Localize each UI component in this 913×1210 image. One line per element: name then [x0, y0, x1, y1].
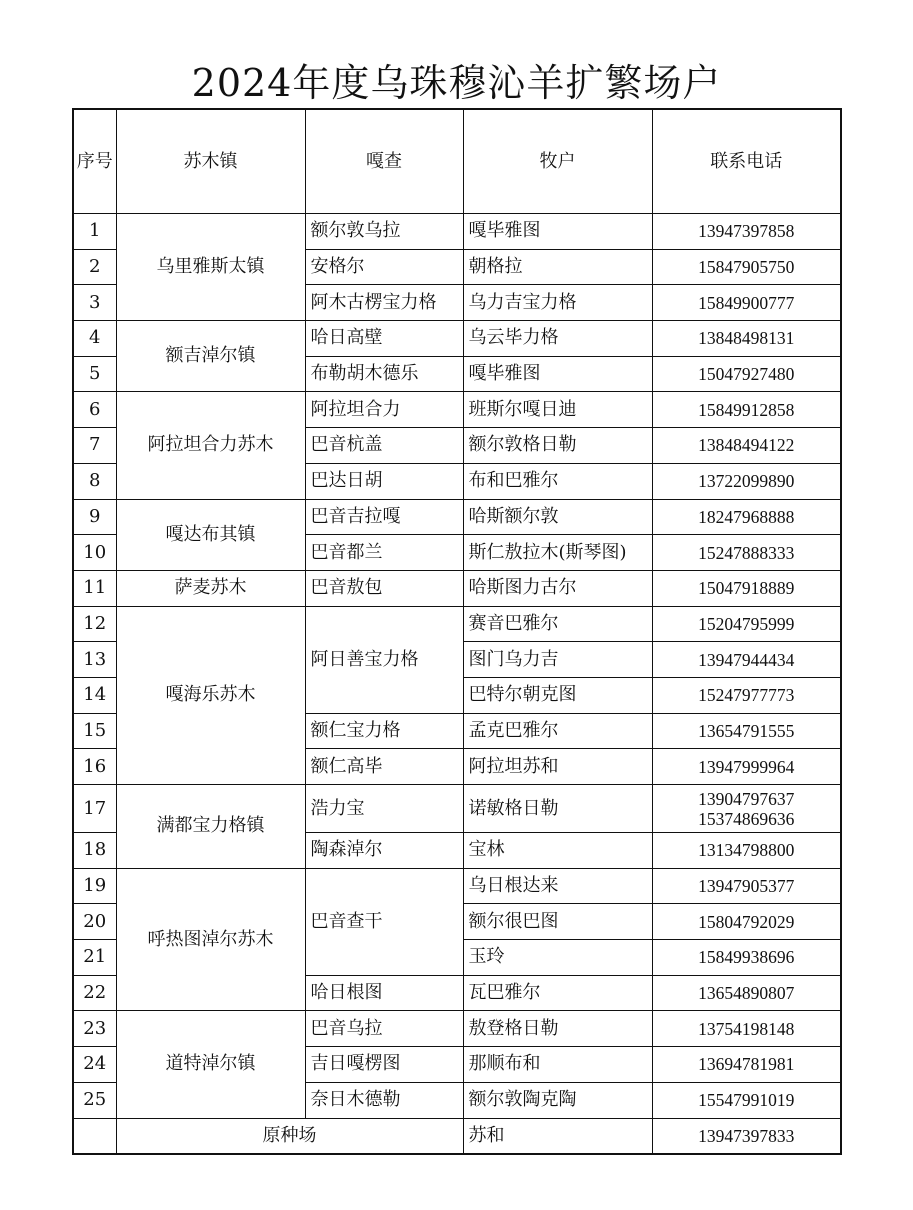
gacha-cell: 巴音查干 — [305, 868, 463, 975]
phone-cell: 13947944434 — [652, 642, 841, 678]
row-index: 5 — [73, 356, 116, 392]
town-cell: 额吉淖尔镇 — [116, 321, 305, 392]
phone-cell: 15047918889 — [652, 570, 841, 606]
phone-number: 15374869636 — [698, 808, 795, 829]
gacha-cell: 吉日嘎楞图 — [305, 1047, 463, 1083]
gacha-cell: 巴音乌拉 — [305, 1011, 463, 1047]
phone-cell: 13947905377 — [652, 868, 841, 904]
phone-cell: 13947999964 — [652, 749, 841, 785]
row-index: 22 — [73, 975, 116, 1011]
phone-cell: 15547991019 — [652, 1082, 841, 1118]
row-index: 8 — [73, 463, 116, 499]
header-phone: 联系电话 — [652, 109, 841, 214]
phone-cell: 13947397858 — [652, 214, 841, 250]
row-index: 25 — [73, 1082, 116, 1118]
phone-cell: 13654791555 — [652, 713, 841, 749]
town-cell: 呼热图淖尔苏木 — [116, 868, 305, 1011]
gacha-cell: 巴达日胡 — [305, 463, 463, 499]
phone-cell: 13694781981 — [652, 1047, 841, 1083]
herder-cell: 布和巴雅尔 — [463, 463, 652, 499]
row-index: 7 — [73, 428, 116, 464]
table-row — [73, 570, 841, 606]
herder-cell: 额尔敦格日勒 — [463, 428, 652, 464]
herder-table — [72, 108, 842, 1155]
herder-cell: 额尔敦陶克陶 — [463, 1082, 652, 1118]
herder-cell: 敖登格日勒 — [463, 1011, 652, 1047]
phone-cell: 13848494122 — [652, 428, 841, 464]
gacha-cell: 奈日木德勒 — [305, 1082, 463, 1118]
row-index: 13 — [73, 642, 116, 678]
gacha-cell: 阿拉坦合力 — [305, 392, 463, 428]
table-row — [73, 606, 841, 642]
table-row — [73, 1011, 841, 1047]
gacha-cell: 巴音吉拉嘎 — [305, 499, 463, 535]
row-index: 20 — [73, 904, 116, 940]
herder-cell: 嘎毕雅图 — [463, 214, 652, 250]
row-index: 24 — [73, 1047, 116, 1083]
phone-cell: 15849900777 — [652, 285, 841, 321]
table-row — [73, 321, 841, 357]
row-index: 12 — [73, 606, 116, 642]
gacha-cell: 哈日高壁 — [305, 321, 463, 357]
gacha-cell: 巴音都兰 — [305, 535, 463, 571]
herder-cell: 玉玲 — [463, 940, 652, 976]
gacha-cell: 巴音杭盖 — [305, 428, 463, 464]
town-cell: 满都宝力格镇 — [116, 785, 305, 869]
row-index: 16 — [73, 749, 116, 785]
herder-cell: 宝林 — [463, 833, 652, 869]
gacha-cell: 陶森淖尔 — [305, 833, 463, 869]
row-index: 11 — [73, 570, 116, 606]
row-index: 4 — [73, 321, 116, 357]
row-index: 9 — [73, 499, 116, 535]
phone-cell: 13947397833 — [652, 1118, 841, 1154]
row-index: 18 — [73, 833, 116, 869]
phone-cell: 15204795999 — [652, 606, 841, 642]
herder-cell: 那顺布和 — [463, 1047, 652, 1083]
phone-cell: 15247888333 — [652, 535, 841, 571]
row-index: 17 — [73, 785, 116, 833]
row-index: 14 — [73, 677, 116, 713]
footer-label: 原种场 — [116, 1118, 463, 1154]
phone-cell: 13134798800 — [652, 833, 841, 869]
town-cell: 道特淖尔镇 — [116, 1011, 305, 1118]
town-cell: 萨麦苏木 — [116, 570, 305, 606]
herder-cell: 斯仁敖拉木(斯琴图) — [463, 535, 652, 571]
town-cell: 嘎达布其镇 — [116, 499, 305, 570]
row-index: 21 — [73, 940, 116, 976]
herder-cell: 苏和 — [463, 1118, 652, 1154]
page-title: 2024年度乌珠穆沁羊扩繁场户 — [191, 61, 722, 105]
gacha-cell: 阿木古楞宝力格 — [305, 285, 463, 321]
phone-cell: 15847905750 — [652, 249, 841, 285]
herder-cell: 瓦巴雅尔 — [463, 975, 652, 1011]
phone-cell: 15849912858 — [652, 392, 841, 428]
gacha-cell: 阿日善宝力格 — [305, 606, 463, 713]
phone-cell: 13848498131 — [652, 321, 841, 357]
header-herder: 牧户 — [463, 109, 652, 214]
header-gacha: 嘎查 — [305, 109, 463, 214]
row-index: 6 — [73, 392, 116, 428]
gacha-cell: 额仁高毕 — [305, 749, 463, 785]
herder-cell: 朝格拉 — [463, 249, 652, 285]
row-index — [73, 1118, 116, 1154]
phone-cell — [652, 785, 841, 833]
phone-cell: 15804792029 — [652, 904, 841, 940]
gacha-cell: 额尔敦乌拉 — [305, 214, 463, 250]
herder-cell: 赛音巴雅尔 — [463, 606, 652, 642]
row-index: 10 — [73, 535, 116, 571]
footer-row — [73, 1118, 841, 1154]
phone-cell: 15047927480 — [652, 356, 841, 392]
table-row — [73, 499, 841, 535]
town-cell: 乌里雅斯太镇 — [116, 214, 305, 321]
gacha-cell: 安格尔 — [305, 249, 463, 285]
header-town: 苏木镇 — [116, 109, 305, 214]
town-cell: 嘎海乐苏木 — [116, 606, 305, 784]
table-row — [73, 392, 841, 428]
herder-cell: 哈斯额尔敦 — [463, 499, 652, 535]
table-row — [73, 785, 841, 833]
herder-cell: 班斯尔嘎日迪 — [463, 392, 652, 428]
table-body — [73, 214, 841, 1155]
gacha-cell: 浩力宝 — [305, 785, 463, 833]
row-index: 2 — [73, 249, 116, 285]
phone-cell: 18247968888 — [652, 499, 841, 535]
gacha-cell: 额仁宝力格 — [305, 713, 463, 749]
herder-cell: 乌日根达来 — [463, 868, 652, 904]
herder-cell: 图门乌力吉 — [463, 642, 652, 678]
gacha-cell: 巴音敖包 — [305, 570, 463, 606]
header-index: 序号 — [73, 109, 116, 214]
phone-cell: 13722099890 — [652, 463, 841, 499]
herder-cell: 哈斯图力古尔 — [463, 570, 652, 606]
phone-cell: 15247977773 — [652, 677, 841, 713]
table-row — [73, 214, 841, 250]
herder-cell: 巴特尔朝克图 — [463, 677, 652, 713]
phone-cell: 13654890807 — [652, 975, 841, 1011]
row-index: 23 — [73, 1011, 116, 1047]
row-index: 1 — [73, 214, 116, 250]
gacha-cell: 哈日根图 — [305, 975, 463, 1011]
herder-cell: 乌力吉宝力格 — [463, 285, 652, 321]
phone-number: 13904797637 — [698, 788, 795, 809]
herder-cell: 诺敏格日勒 — [463, 785, 652, 833]
herder-cell: 孟克巴雅尔 — [463, 713, 652, 749]
table-row — [73, 868, 841, 904]
herder-cell: 额尔很巴图 — [463, 904, 652, 940]
herder-cell: 乌云毕力格 — [463, 321, 652, 357]
row-index: 15 — [73, 713, 116, 749]
header-row — [73, 109, 841, 214]
herder-cell: 阿拉坦苏和 — [463, 749, 652, 785]
row-index: 3 — [73, 285, 116, 321]
phone-cell: 13754198148 — [652, 1011, 841, 1047]
town-cell: 阿拉坦合力苏木 — [116, 392, 305, 499]
herder-cell: 嘎毕雅图 — [463, 356, 652, 392]
phone-cell: 15849938696 — [652, 940, 841, 976]
row-index: 19 — [73, 868, 116, 904]
gacha-cell: 布勒胡木德乐 — [305, 356, 463, 392]
